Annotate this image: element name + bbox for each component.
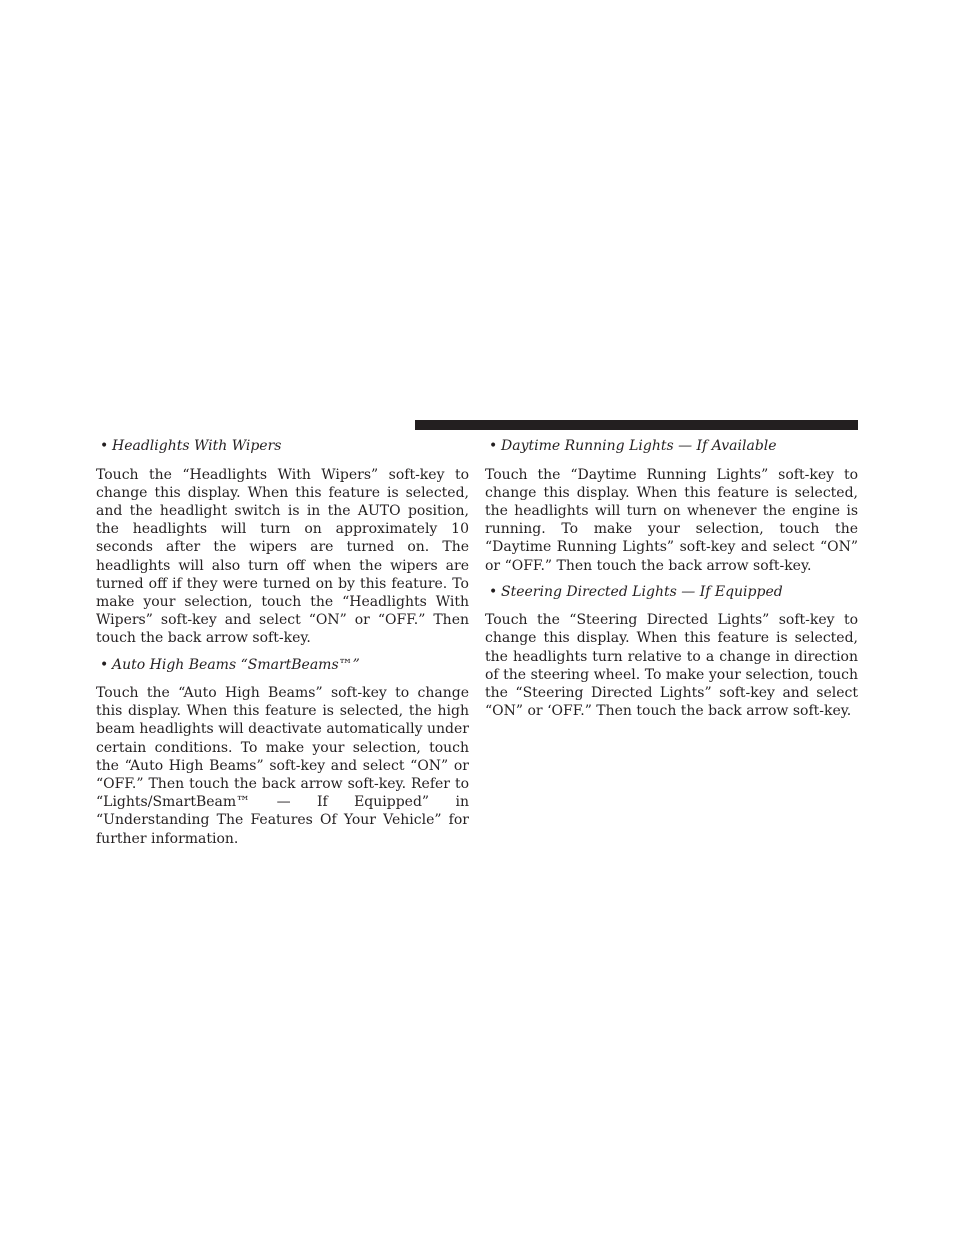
bullet-heading-headlights-with-wipers bbox=[96, 437, 469, 456]
bullet-icon: • bbox=[489, 583, 498, 600]
bullet-icon: • bbox=[100, 656, 109, 673]
heading-text: Auto High Beams “SmartBeams™” bbox=[112, 656, 360, 673]
paragraph-headlights-with-wipers: Touch the “Headlights With Wipers” soft-key to change this display. When this feature is selected, and the headlight switch is in the AUTO position, the headlights will turn on approximately 10 seconds after the wipers are turned on. The headlights will also turn off when the wipers are turned off if they were turned on by this feature. To make your selection, touch the “Headlights With Wipers” soft-key and select “ON” or “OFF.” Then touch the back arrow soft-key. bbox=[96, 466, 469, 647]
section-header-bar bbox=[415, 420, 858, 430]
bullet-heading-auto-high-beams bbox=[96, 656, 469, 675]
right-column bbox=[485, 437, 858, 728]
paragraph-daytime-running-lights: Touch the “Daytime Running Lights” soft-key to change this display. When this feature is selected, the headlights will turn on whenever the engine is running. To make your selection, touch the “Daytime Running Lights” soft-key and select “ON” or “OFF.” Then touch the back arrow soft-key. bbox=[485, 466, 858, 574]
paragraph-auto-high-beams: Touch the “Auto High Beams” soft-key to change this display. When this feature is selected, the high beam headlights will deactivate automatically under certain conditions. To make your selection, touch the “Auto High Beams” soft-key and select “ON” or “OFF.” Then touch the back arrow soft-key. Refer to “Lights/SmartBeam™ — If Equipped” in “Understanding The Features Of Your Vehicle” for further information. bbox=[96, 685, 469, 847]
heading-text: Steering Directed Lights — If Equipped bbox=[501, 583, 783, 600]
bullet-heading-steering-directed-lights bbox=[485, 583, 858, 602]
bullet-icon: • bbox=[489, 438, 498, 454]
heading-text: Headlights With Wipers bbox=[112, 438, 282, 454]
bullet-icon: • bbox=[100, 438, 109, 454]
left-column bbox=[96, 437, 469, 856]
heading-text: Daytime Running Lights — If Available bbox=[501, 438, 777, 454]
paragraph-steering-directed-lights: Touch the “Steering Directed Lights” soft-key to change this display. When this feature is selected, the headlights turn relative to a change in direction of the steering wheel. To make your selection, touch the “Steering Directed Lights” soft-key and select “ON” or ‘OFF.” Then touch the back arrow soft-key. bbox=[485, 612, 858, 720]
bullet-heading-daytime-running-lights bbox=[485, 437, 858, 456]
